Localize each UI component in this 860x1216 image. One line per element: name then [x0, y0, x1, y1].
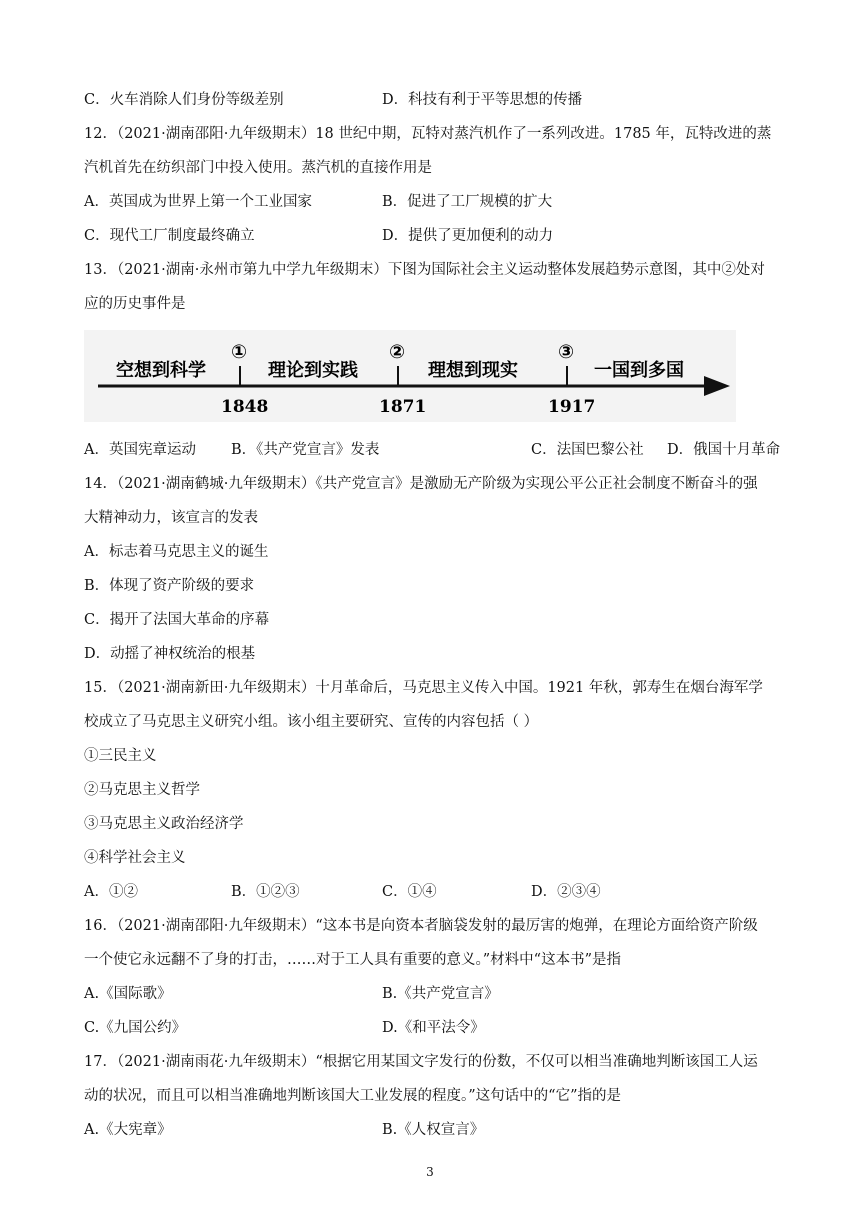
q15-option-d: D．②③④: [531, 884, 601, 900]
q15-option-c: C．①④: [382, 884, 437, 900]
q14-option-d: D．动摇了神权统治的根基: [84, 646, 256, 662]
q16-option-a: A.《国际歌》: [84, 986, 172, 1002]
q12-option-c: C．现代工厂制度最终确立: [84, 228, 255, 244]
q15-item-4: ④科学社会主义: [84, 850, 186, 866]
q13-option-b: B．《共产党宣言》发表: [231, 442, 380, 458]
q14-option-a: A．标志着马克思主义的诞生: [84, 544, 269, 560]
timeline-segment-4: 一国到多国: [594, 360, 684, 381]
timeline-segment-3: 理想到现实: [428, 360, 518, 381]
q13-stem-line1: 13．（2021·湖南·永州市第九中学九年级期末）下图为国际社会主义运动整体发展趋势示意图，其中②处对: [84, 262, 765, 278]
q13-stem-line2: 应的历史事件是: [84, 296, 186, 312]
q13-option-a: A．英国宪章运动: [84, 442, 196, 458]
q14-option-c: C．揭开了法国大革命的序幕: [84, 612, 270, 628]
q14-option-b: B．体现了资产阶级的要求: [84, 578, 255, 594]
q13-option-d: D．俄国十月革命: [667, 442, 781, 458]
q17-stem-line2: 动的状况，而且可以相当准确地判断该国大工业发展的程度。”这句话中的“它”指的是: [84, 1088, 621, 1104]
q11-option-d: D．科技有利于平等思想的传播: [382, 92, 583, 108]
q15-option-b: B．①②③: [231, 884, 300, 900]
q12-option-b: B．促进了工厂规模的扩大: [382, 194, 553, 210]
q16-option-d: D.《和平法令》: [382, 1020, 485, 1036]
q12-option-a: A．英国成为世界上第一个工业国家: [84, 194, 312, 210]
q15-option-a: A．①②: [84, 884, 138, 900]
q15-item-3: ③马克思主义政治经济学: [84, 816, 244, 832]
q16-stem-line1: 16．（2021·湖南邵阳·九年级期末）“这本书是向资本者脑袋发射的最厉害的炮弹，在理论方面给资产阶级: [84, 918, 758, 934]
q16-option-c: C.《九国公约》: [84, 1020, 187, 1036]
timeline-segment-1: 空想到科学: [116, 360, 206, 381]
q12-stem-line2: 汽机首先在纺织部门中投入使用。蒸汽机的直接作用是: [84, 160, 432, 176]
q16-stem-line2: 一个使它永远翻不了身的打击，……对于工人具有重要的意义。”材料中“这本书”是指: [84, 952, 621, 968]
q14-stem-line2: 大精神动力，该宣言的发表: [84, 510, 258, 526]
timeline-figure: [84, 330, 736, 422]
timeline-year-1: 1848: [221, 397, 269, 417]
timeline-year-3: 1917: [548, 397, 596, 417]
q15-item-1: ①三民主义: [84, 748, 157, 764]
timeline-marker-1: ①: [231, 341, 248, 363]
timeline-marker-3: ③: [558, 341, 575, 363]
timeline-arrowhead: [704, 376, 730, 396]
q15-item-2: ②马克思主义哲学: [84, 782, 200, 798]
q15-stem-line1: 15．（2021·湖南新田·九年级期末）十月革命后，马克思主义传入中国。1921 年秋，郭寿生在烟台海军学: [84, 680, 763, 696]
q17-option-b: B.《人权宣言》: [382, 1122, 485, 1138]
q16-option-b: B.《共产党宣言》: [382, 986, 499, 1002]
timeline-segment-2: 理论到实践: [268, 360, 358, 381]
q13-option-c: C．法国巴黎公社: [531, 442, 644, 458]
q11-option-c: C．火车消除人们身份等级差别: [84, 92, 284, 108]
q12-stem-line1: 12．（2021·湖南邵阳·九年级期末）18 世纪中期，瓦特对蒸汽机作了一系列改进。1785 年，瓦特改进的蒸: [84, 126, 772, 142]
q14-stem-line1: 14．（2021·湖南鹤城·九年级期末）《共产党宣言》是激励无产阶级为实现公平公正社会制度不断奋斗的强: [84, 476, 758, 492]
q17-option-a: A.《大宪章》: [84, 1122, 172, 1138]
timeline-marker-2: ②: [389, 341, 406, 363]
q12-option-d: D．提供了更加便利的动力: [382, 228, 554, 244]
q15-stem-line2: 校成立了马克思主义研究小组。该小组主要研究、宣传的内容包括（ ）: [84, 714, 539, 730]
timeline-year-2: 1871: [379, 397, 427, 417]
q17-stem-line1: 17．（2021·湖南雨花·九年级期末）“根据它用某国文字发行的份数，不仅可以相当准确地判断该国工人运: [84, 1054, 758, 1070]
timeline-svg: [84, 330, 736, 422]
page-number: 3: [426, 1165, 434, 1179]
